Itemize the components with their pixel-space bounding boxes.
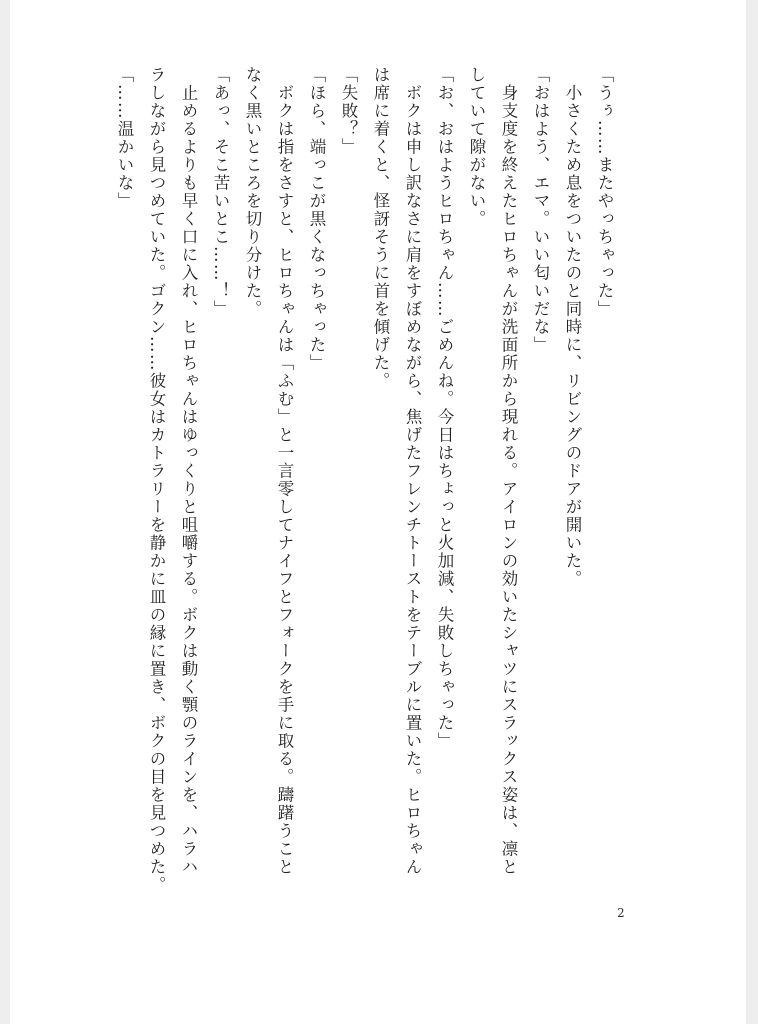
page-number: 2	[617, 906, 625, 920]
text-line: 「……温かいな」	[115, 66, 134, 210]
text-line: 「あっ、そこ苦いとこ……！」	[211, 66, 230, 318]
text-line: 身支度を終えたヒロちゃんが洗面所から現れる。アイロンの効いたシャツにスラックス姿は、凛と	[499, 66, 518, 876]
text-line: 止めるよりも早く口に入れ、ヒロちゃんはゆっくりと咀嚼する。ボクは動く顎のラインを、ハラハ	[179, 66, 198, 876]
text-line: 「おはよう、エマ。いい匂いだな」	[531, 66, 550, 354]
document-page	[10, 0, 746, 1024]
text-line: は席に着くと、怪訝そうに首を傾げた。	[371, 66, 390, 390]
text-line: 「うぅ……またやっちゃった」	[595, 66, 614, 318]
text-line: していて隙がない。	[467, 66, 486, 228]
text-line: ボクは申し訳なさに肩をすぼめながら、焦げたフレンチトーストをテーブルに置いた。ヒロちゃん	[403, 66, 422, 876]
text-line: 「ほら、端っこが黒くなっちゃった」	[307, 66, 326, 372]
text-line: 「失敗？」	[339, 66, 358, 156]
text-line: 小さくため息をついたのと同時に、リビングのドアが開いた。	[563, 66, 582, 588]
text-line: ボクは指をさすと、ヒロちゃんは「ふむ」と一言零してナイフとフォークを手に取る。躊躇うこと	[275, 66, 294, 876]
text-line: 「お、おはようヒロちゃん……ごめんね。今日はちょっと火加減、失敗しちゃった」	[435, 66, 454, 750]
text-line: ラしながら見つめていた。ゴクン……彼女はカトラリーを静かに皿の縁に置き、ボクの目を見つめた。	[147, 66, 166, 894]
text-line: なく黒いところを切り分けた。	[243, 66, 262, 318]
body-text	[108, 66, 620, 896]
